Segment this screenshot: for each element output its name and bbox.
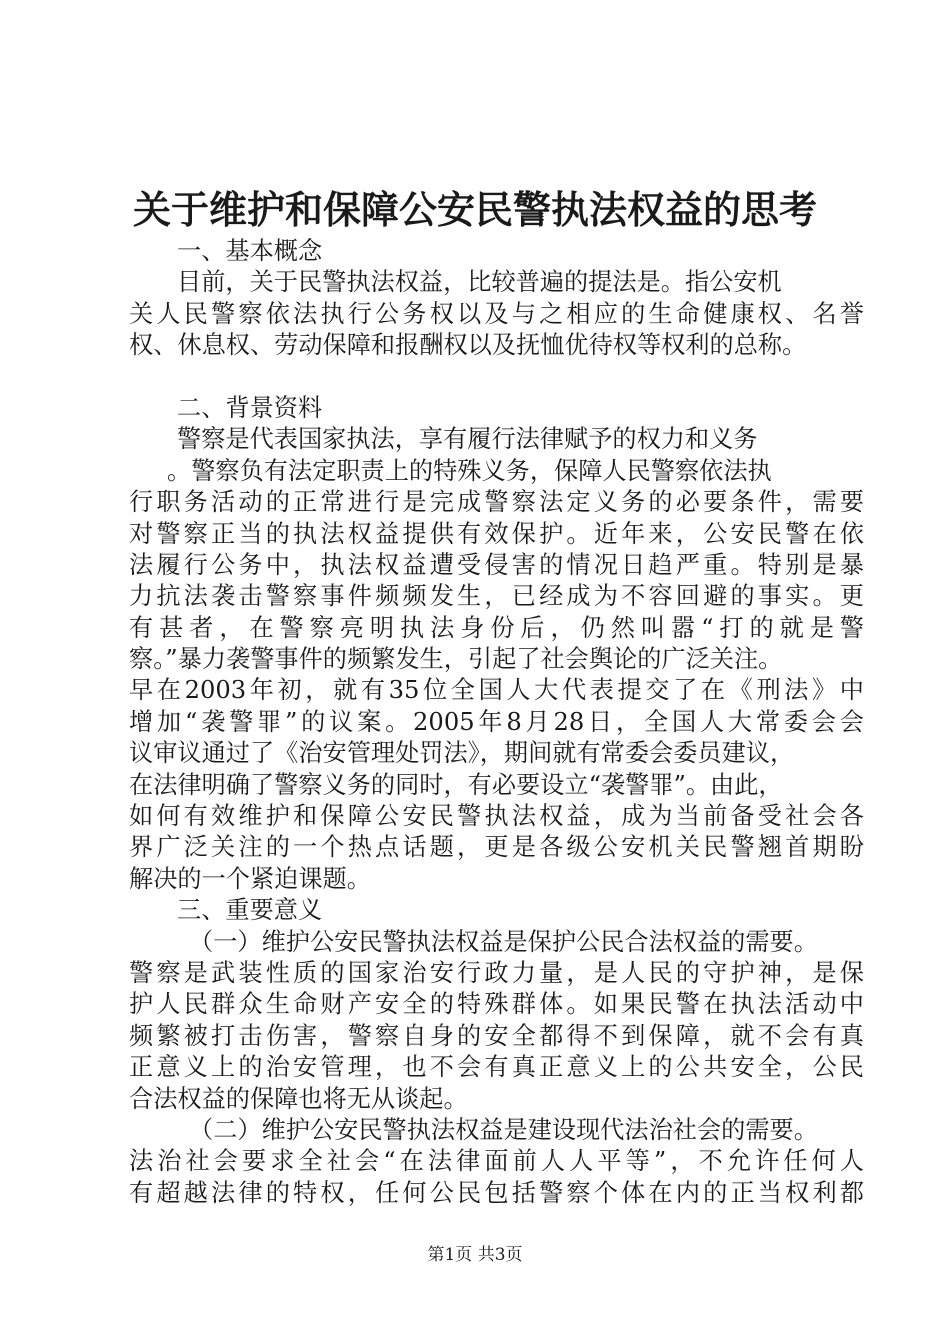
paragraph-line: 在法律明确了警察义务的同时，有必要设立“袭警罪”。由此， bbox=[129, 770, 783, 799]
paragraph-line: 早在2003年初，就有35位全国人大代表提交了在《刑法》中 bbox=[129, 676, 864, 705]
document-body bbox=[129, 236, 864, 1209]
paragraph-line: 。警察负有法定职责上的特殊义务，保障人民警察依法执 bbox=[167, 456, 772, 485]
paragraph-line: 界广泛关注的一个热点话题，更是各级公安机关民警翘首期盼 bbox=[129, 833, 864, 862]
paragraph-line: 合法权益的保障也将无从谈起。 bbox=[129, 1084, 468, 1113]
paragraph-line: 察。”暴力袭警事件的频繁发生，引起了社会舆论的广泛关注。 bbox=[129, 645, 783, 674]
paragraph-line: 护人民群众生命财产安全的特殊群体。如果民警在执法活动中 bbox=[129, 990, 864, 1019]
paragraph-line: 权、休息权、劳动保障和报酬权以及抚恤优待权等权利的总称。 bbox=[129, 331, 807, 360]
paragraph-line: 有超越法律的特权，任何公民包括警察个体在内的正当权利都 bbox=[129, 1178, 864, 1207]
paragraph-line: 法履行公务中，执法权益遭受侵害的情况日趋严重。特别是暴 bbox=[129, 550, 864, 579]
paragraph-line: 议审议通过了《治安管理处罚法》，期间就有常委会委员建议， bbox=[129, 739, 795, 768]
paragraph-line: （二）维护公安民警执法权益是建设现代法治社会的需要。 bbox=[189, 1115, 818, 1144]
blank-line bbox=[129, 362, 864, 393]
paragraph-line: 力抗法袭击警察事件频频发生，已经成为不容回避的事实。更 bbox=[129, 582, 864, 611]
paragraph-line: 频繁被打击伤害，警察自身的安全都得不到保障，就不会有真 bbox=[129, 1021, 864, 1050]
paragraph-line: 解决的一个紧迫课题。 bbox=[129, 864, 371, 893]
paragraph-line: （一）维护公安民警执法权益是保护公民合法权益的需要。 bbox=[189, 927, 818, 956]
section-heading: 一、基本概念 bbox=[177, 237, 323, 265]
paragraph-line: 关人民警察依法执行公务权以及与之相应的生命健康权、名誉 bbox=[129, 299, 864, 328]
paragraph-line: 目前，关于民警执法权益，比较普遍的提法是。指公安机 bbox=[177, 268, 782, 297]
paragraph-line: 警察是代表国家执法，享有履行法律赋予的权力和义务 bbox=[177, 425, 758, 454]
paragraph-line: 有甚者，在警察亮明执法身份后，仍然叫嚣“打的就是警 bbox=[129, 613, 864, 642]
paragraph-line: 法治社会要求全社会“在法律面前人人平等”，不允许任何人 bbox=[129, 1147, 864, 1176]
paragraph-line: 行职务活动的正常进行是完成警察法定义务的必要条件，需要 bbox=[129, 488, 864, 517]
section-heading: 二、背景资料 bbox=[177, 393, 323, 422]
section-heading: 三、重要意义 bbox=[177, 896, 323, 925]
page-footer: 第1页 共3页 bbox=[427, 1245, 523, 1265]
paragraph-line: 正意义上的治安管理，也不会有真正意义上的公共安全，公民 bbox=[129, 1053, 864, 1082]
paragraph-line: 增加“袭警罪”的议案。2005年8月28日，全国人大常委会会 bbox=[129, 707, 864, 736]
paragraph-line: 对警察正当的执法权益提供有效保护。近年来，公安民警在依 bbox=[129, 519, 864, 548]
paragraph-line: 警察是武装性质的国家治安行政力量，是人民的守护神，是保 bbox=[129, 958, 864, 987]
document-title: 关于维护和保障公安民警执法权益的思考 bbox=[132, 187, 817, 232]
paragraph-line: 如何有效维护和保障公安民警执法权益，成为当前备受社会各 bbox=[129, 802, 864, 831]
